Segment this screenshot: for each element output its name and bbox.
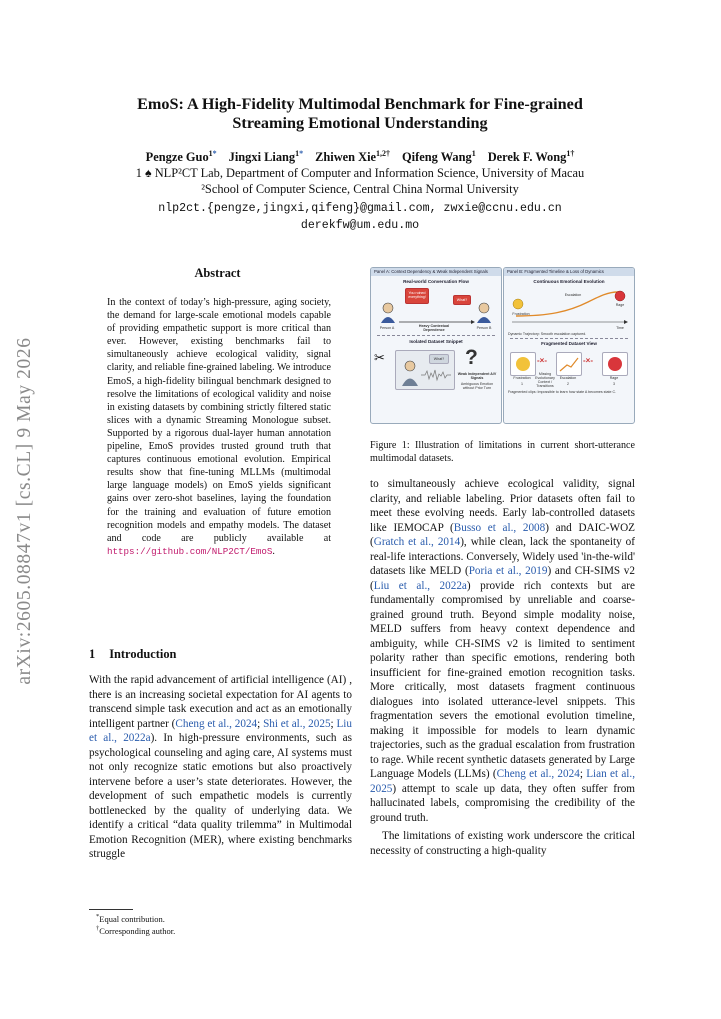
citation-link[interactable]: Gratch et al., 2014 [373,536,461,548]
footnote-rule [89,909,133,910]
isolated-bubble [429,354,449,364]
clip-frame-1 [510,352,536,376]
bubble-1-text: You ruined everything! [408,291,426,299]
intro-left-paragraph [89,673,352,862]
paragraph-text: ) and CH-SIMS v2 ( [370,565,635,592]
rage-label: Rage [615,303,625,307]
title-line-1: EmoS: A High-Fidelity Multimodal Benchmark for Fine-grained [137,95,583,113]
paragraph-text: ). In high-pressure environments, such as psychological counseling and aging care, AI systems must not only recognize static emotions but also proactively intervene before a user’s state deteriorates. However, the development of such empathetic models is currently bottlenecked by the quality of underlying data. We identify a critical “data quality trilemma” in Multimodal Emotion Recognition (MER), where existing benchmarks struggle [89,732,352,860]
person-b-icon [475,301,493,323]
abstract-text: In the context of today’s high-pressure, aging society, the demand for large-scale emotional models capable of providing empathetic support is more critical than ever. However, existing benchmarks fail to simultaneously achieve ecological validity, signal clarity, and reliable fine-grained labeling. We introduce EmoS, a high-fidelity bilingual benchmark designed to resolve the limitations of ecological validity and noise in existing datasets by combining strictly filtered static slices with a dynamic Streaming Monologue subset. Supported by a rigorous dual-layer human annotation pipeline, EmoS provides trusted ground truth that captures continuous emotional evolution. Empirical results show that fine-tuning MLLMs (multimodal large language models) on EmoS yields significant gains over zero-shot baselines, laying the foundation for the training and evaluation of future emotion recognition models and empathy models. The dataset and code are publicly available at [107,297,331,544]
author-name: Jingxi Liang$^{1*}$ [228,149,304,165]
bubble-2-text: What? [456,298,468,302]
affiliation-2: ²School of Computer Science, Central China Normal University [201,182,519,196]
author-affiliation-mark: 1,2† [376,149,391,158]
title-line-2: Streaming Emotional Understanding [232,114,488,132]
frustration-face-icon [511,353,535,375]
citation-link[interactable]: Liu et al., 2022a [373,579,467,592]
escalation-label: Escalation [564,293,582,297]
clip-frame-3 [602,352,628,376]
paragraph-text: ; [257,717,264,730]
person-a-label: Person A [379,326,395,330]
section-heading-introduction [89,647,190,662]
footnote-1-text: Equal contribution. [99,913,165,924]
figure-caption: Figure 1: Illustration of limitations in current short-utterance multimodal datasets. [370,440,635,464]
clip-frame-2 [556,352,582,376]
author-affiliation-mark: 1 [471,149,476,158]
intro-left-column [89,673,352,862]
panel-a-subtitle-1: Real-world Conversation Flow [403,279,469,284]
author-affiliation-mark: 1* [295,149,304,158]
escalation-graph-icon [557,353,581,375]
weak-signals-label: Weak Independent A/V Signals [457,372,497,381]
citation-link[interactable]: Lian et al., 2025 [370,768,635,795]
equal-contribution-mark: * [212,149,217,158]
clip-1-label: Frustration [513,376,531,380]
emails-line-2: derekfw@um.edu.mo [300,219,420,232]
citation-link[interactable]: Liu et al., 2022a [89,717,353,744]
time-axis-label: Time [616,326,624,330]
citation-link[interactable]: Shi et al., 2025 [263,717,331,730]
section-title: Introduction [109,647,177,661]
panel-a-title: Panel A: Context Dependency & Weak Independent Signals [371,268,501,276]
paragraph-text: ), while clean, lack the spontaneity of real-life interactions. Conversely, Widely used 'in-the-wild' datasets like MELD ( [370,536,635,577]
paper-title [60,95,660,133]
footnote-2-text: Corresponding author. [99,925,176,936]
person-b-label: Person B [476,326,492,330]
panel-a-divider [377,335,495,336]
break-icon-1: -×- [537,356,547,365]
figure-panel-b [503,267,635,424]
author-name: Pengze Guo$^{1*}$ [145,149,217,165]
fragmented-clips-caption: Fragmented clips: Impossible to learn how state A becomes state C. [508,390,617,394]
panel-a-subtitle-2: Isolated Dataset Snippet [409,339,463,344]
question-mark-icon: ? [465,346,478,369]
figure-panel-a [370,267,502,424]
clip-3-number: 3 [613,382,615,386]
intro-right-paragraph-1 [370,477,635,825]
citation-link[interactable]: Cheng et al., 2024 [175,717,258,730]
intro-right-paragraph-2: The limitations of existing work underscore the critical necessity of constructing a high-quality [370,830,635,857]
rage-face-icon [603,353,627,375]
clip-1-number: 1 [521,382,523,386]
speech-bubble-angry [405,288,429,304]
abstract-heading: Abstract [194,266,241,280]
break-icon-2: -×- [583,356,593,365]
paragraph-text: ; [330,717,337,730]
paragraph-text: ) attempt to scale up data, they often suffer from hallucinated labels, compromising the credibility of the ground truth. [370,782,635,824]
figure-1 [370,267,633,422]
waveform-icon [421,368,451,382]
author-affiliation-mark: 1* [208,149,217,158]
intro-right-column [370,477,635,858]
author-name: Qifeng Wang$^1$ [402,149,476,165]
citation-link[interactable]: Busso et al., 2008 [453,521,546,534]
author-name: Derek F. Wong$^{1\dagger}$ [487,149,575,165]
paragraph-text: to simultaneously achieve ecological validity, signal clarity, and reliable labeling. Prior datasets often fail to meet these evolving needs. Early lab-controlled datasets like IEMOCAP ( [370,478,635,534]
author-list [60,149,660,165]
footnote-corresponding: †Corresponding author. [96,925,176,936]
author-name: Zhiwen Xie$^{1,2\dagger}$ [315,149,391,165]
scissors-icon: ✂ [374,350,385,365]
author-affiliation-mark: 1† [566,149,575,158]
isolated-person-icon [401,358,419,386]
speech-bubble-what [453,295,471,305]
heavy-context-label: Heavy Contextual Dependence [418,324,450,333]
citation-link[interactable]: Cheng et al., 2024 [496,768,580,780]
emails-line-1: nlp2ct.{pengze,jingxi,qifeng}@gmail.com, zwxie@ccnu.edu.cn [158,202,562,215]
missing-context-label: Missing Evolutionary Context / Transitions [535,372,555,388]
person-a-icon [379,301,397,323]
affiliation-1: 1 ♠ NLP²CT Lab, Department of Computer and Information Science, University of Macau [135,166,585,180]
panel-b-divider [510,338,628,339]
frustration-label: Frustration [512,312,530,316]
clip-2-number: 2 [567,382,569,386]
panel-b-subtitle-2: Fragmented Dataset View [541,341,597,346]
abstract-url-link[interactable]: https://github.com/NLP2CT/EmoS [107,545,273,557]
paragraph-text: ; [579,768,587,780]
section-number: 1 [89,647,96,661]
paragraph-text: ) provide rich contexts but are fundamentally compromised by unreliable and coarse-grained ground truth. Beyond simple modality noise, MELD suffers from heavy context dependence and ambiguity, while CH-SIMS v2 is limited to sentiment polarity rather than specific emotions, rendering both insufficient for fine-grained emotion recognition tasks. More critically, most datasets fragment continuous dialogues into isolated utterance-level snippets. This fragmentation severs the emotional evolution timeline, making it impossible for models to learn dynamic trajectories, such as the gradual escalation from frustration to rage. While recent synthetic datasets generated by Large Language Models (LLMs) ( [370,579,636,780]
equal-contribution-mark: * [299,149,304,158]
trajectory-caption: Dynamic Trajectory: Smooth escalation captured. [508,332,587,336]
citation-link[interactable]: Poria et al., 2019 [468,565,548,577]
paragraph-text: With the rapid advancement of artificial intelligence (AI) , there is an increasing societal expectation for AI agents to transcend simple task execution and act as an emotionally intelligent partner ( [89,674,352,730]
ambiguous-emotion-label: Ambiguous Emotion without Prior Turn [460,382,494,391]
footnote-equal-contribution: *Equal contribution. [96,913,165,924]
abstract-body: In the context of today’s high-pressure, aging society, the demand for large-scale emotional models capable of providing empathetic support is more critical than ever. However, existing benchmarks fail to simultaneously achieve ecological validity, signal clarity, and reliable fine-grained labeling. We introduce EmoS, a high-fidelity bilingual benchmark designed to resolve the limitations of ecological validity and noise in existing datasets by combining strictly filtered static slices with a dynamic Streaming Monologue subset. Supported by a rigorous dual-layer human annotation pipeline, EmoS provides trusted ground truth that captures continuous emotional evolution. Empirical results show that fine-tuning MLLMs (multimodal large language models) on EmoS yields significant gains over zero-shot baselines, laying the foundation for the training and evaluation of future emotion recognition models and empathy models. The dataset and code are publicly available at https://github.com/NLP2CT/EmoS. [107,297,331,557]
panel-b-title: Panel B: Fragmented Timeline & Loss of Dynamics [504,268,634,276]
arxiv-identifier: arXiv:2605.08847v1 [cs.CL] 9 May 2026 [14,337,35,685]
clip-2-label: Escalation [559,376,577,380]
paragraph-text: ) and DAIC-WOZ ( [370,521,635,548]
clip-3-label: Rage [609,376,619,380]
panel-b-subtitle-1: Continuous Emotional Evolution [533,279,605,284]
isolated-bubble-text: What? [433,357,445,361]
